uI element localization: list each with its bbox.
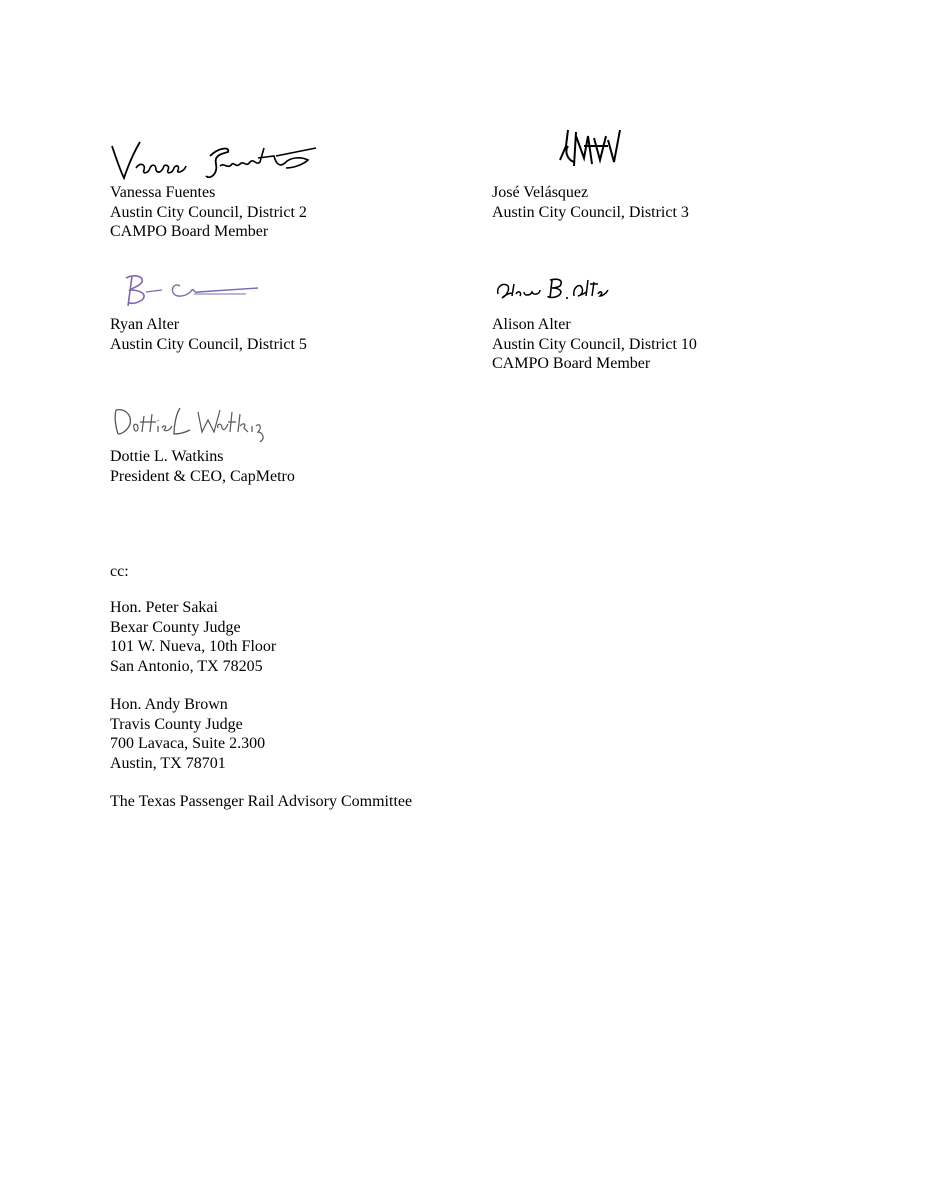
signature-block-ryan-alter	[110, 262, 470, 362]
signatory-name: Vanessa Fuentes	[110, 184, 216, 201]
signatory-name: Ryan Alter	[110, 316, 180, 333]
signatory-name: Alison Alter	[492, 316, 571, 333]
signature-alison-alter	[494, 272, 614, 312]
signature-velasquez	[554, 126, 654, 180]
signature-block-velasquez	[492, 130, 852, 230]
signature-watkins	[110, 398, 270, 446]
signatory-title: Austin City Council, District 3	[492, 203, 689, 221]
signatory-title: Austin City Council, District 2	[110, 203, 307, 221]
signatory-name: José Velásquez	[492, 184, 589, 201]
signatory-name: Dottie L. Watkins	[110, 448, 224, 465]
cc-recipient-title: Bexar County Judge	[110, 618, 241, 636]
cc-recipient-committee: The Texas Passenger Rail Advisory Committee	[110, 793, 413, 810]
cc-recipient-city: Austin, TX 78701	[110, 754, 226, 772]
signatory-role: CAMPO Board Member	[492, 355, 651, 372]
signatory-title: Austin City Council, District 10	[492, 335, 697, 353]
signatory-title: Austin City Council, District 5	[110, 335, 307, 353]
cc-recipient-address: 101 W. Nueva, 10th Floor	[110, 638, 277, 655]
signature-block-watkins	[110, 396, 470, 496]
signatory-role: CAMPO Board Member	[110, 223, 269, 240]
cc-recipient-city: San Antonio, TX 78205	[110, 657, 263, 675]
cc-recipient-name: Hon. Andy Brown	[110, 696, 228, 713]
cc-recipient-address: 700 Lavaca, Suite 2.300	[110, 735, 266, 752]
signatory-title: President & CEO, CapMetro	[110, 467, 295, 485]
signature-fuentes	[110, 134, 320, 184]
signature-ryan-alter	[118, 268, 278, 314]
cc-recipient-name: Hon. Peter Sakai	[110, 599, 218, 616]
cc-label: cc:	[110, 563, 129, 580]
signature-block-alison-alter	[492, 262, 852, 382]
signature-block-fuentes	[110, 130, 470, 250]
cc-recipient-title: Travis County Judge	[110, 715, 243, 733]
